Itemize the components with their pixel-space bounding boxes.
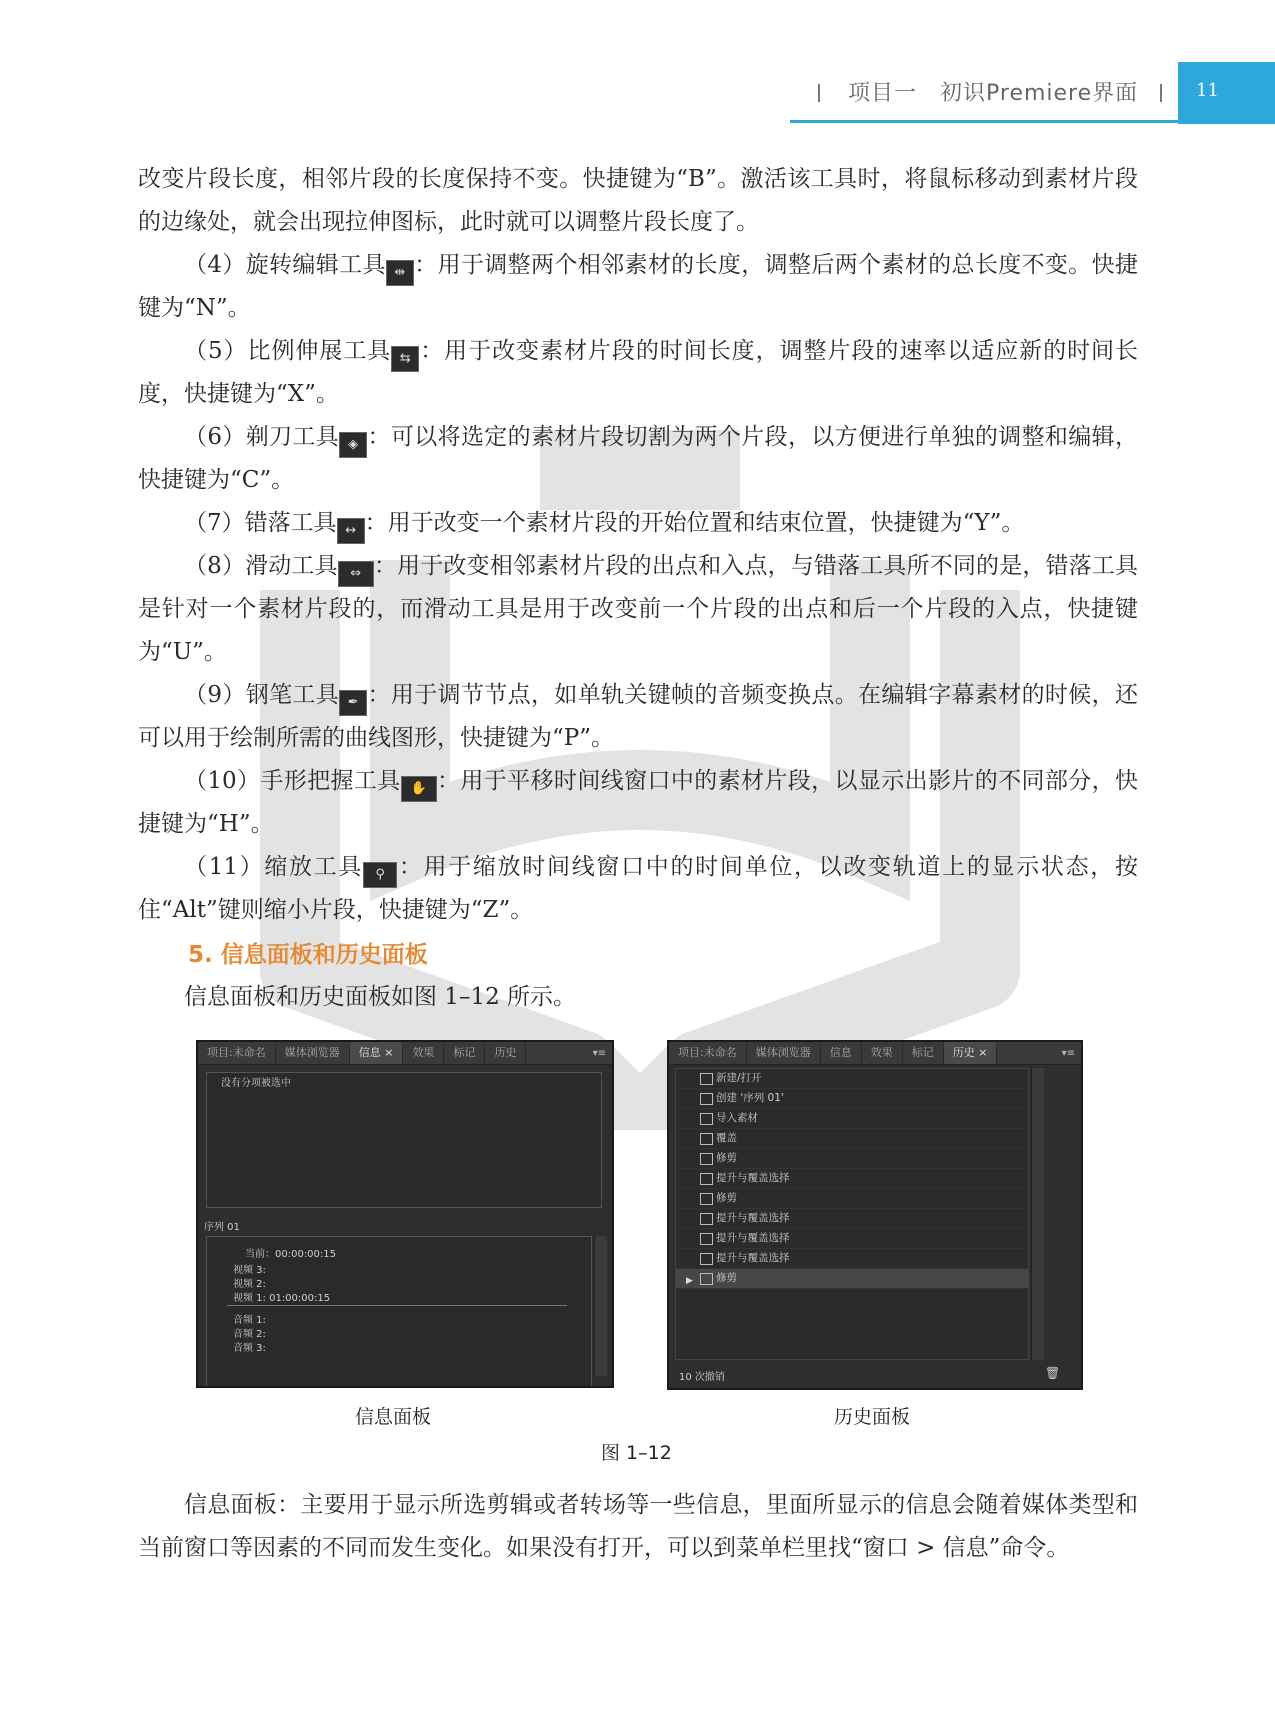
tab-effects[interactable]: 效果 [862,1042,903,1064]
audio-track-2: 音频 2: [233,1329,266,1340]
undo-count: 10 次撤销 [679,1372,725,1383]
sequence-name: 序列 01 [204,1222,240,1233]
paragraph-lead: （11）缩放工具 [184,854,364,880]
history-item-label: 修剪 [716,1192,737,1204]
panel-menu-icon[interactable]: ▾≡ [592,1047,606,1059]
paragraph-lead: （5）比例伸展工具 [184,338,392,364]
section-intro: 信息面板和历史面板如图 1–12 所示。 [184,984,577,1010]
paragraph-slide [138,545,1138,674]
history-item-label: 提升与覆盖选择 [716,1172,790,1184]
history-list [675,1068,1029,1360]
header-separator [1160,84,1162,102]
audio-track-3: 音频 3: [233,1343,266,1354]
video-track-2: 视频 2: [233,1279,266,1290]
history-item[interactable] [676,1069,1028,1089]
paragraph-lead: （9）钢笔工具 [184,682,340,708]
slide-tool-icon: ⇔ [338,561,374,587]
paragraph-rolling-edit [138,244,1138,330]
pen-tool-icon: ✒ [339,690,367,716]
audio-track-1: 音频 1: [233,1315,266,1326]
tab-project[interactable]: 项目:未命名 [669,1042,747,1064]
paragraph-lead: （6）剃刀工具 [184,424,340,450]
document-icon [700,1253,713,1265]
paragraph-lead: （10）手形把握工具 [184,768,401,794]
history-panel [667,1040,1083,1390]
page-number: 11 [1196,80,1219,101]
tab-project[interactable]: 项目:未命名 [198,1042,276,1064]
current-time: 当前：00:00:00:15 [245,1249,337,1260]
history-item[interactable] [676,1109,1028,1129]
history-item[interactable] [676,1169,1028,1189]
sequence-info-box [206,1236,592,1388]
body-text-bottom [138,1484,1138,1570]
paragraph-body: ：用于调整两个相邻素材的长度，调整后两个素材的总长度不变。快捷键为“N”。 [138,252,1139,321]
history-item-label: 覆盖 [716,1132,737,1144]
slip-tool-icon: ↔ [337,518,365,544]
document-icon [700,1173,713,1185]
zoom-tool-icon: ⚲ [363,862,397,888]
no-selection-text: 没有分项被选中 [221,1078,291,1089]
paragraph-lead: （8）滑动工具 [184,553,338,579]
trim-icon [700,1153,713,1165]
info-panel-tabs [198,1042,612,1065]
trash-icon[interactable]: 🗑 [1045,1366,1061,1380]
header-separator [818,84,820,102]
body-text [138,158,1138,1019]
history-item-label: 提升与覆盖选择 [716,1252,790,1264]
history-item-label: 修剪 [716,1152,737,1164]
paragraph-rate-stretch [138,330,1138,416]
history-item[interactable] [676,1229,1028,1249]
paragraph-body: ：用于调节节点，如单轨关键帧的音频变换点。在编辑字幕素材的时候，还可以用于绘制所需的曲线图形，快捷键为“P”。 [138,682,1139,751]
history-item-label: 新建/打开 [716,1072,762,1084]
tab-history[interactable]: 历史 × [944,1042,998,1064]
page-number-box [1178,62,1275,124]
document-icon [700,1133,713,1145]
paragraph-razor [138,416,1138,502]
history-item[interactable] [676,1189,1028,1209]
history-item[interactable] [676,1089,1028,1109]
trim-icon [700,1193,713,1205]
tab-history[interactable]: 历史 [485,1042,526,1064]
scrollbar[interactable] [594,1236,607,1376]
paragraph-slip [138,502,1138,545]
info-panel-caption: 信息面板 [355,1406,432,1428]
paragraph-body: ：用于改变相邻素材片段的出点和入点，与错落工具所不同的是，错落工具是针对一个素材片段的，而滑动工具是用于改变前一个片段的出点和后一个片段的入点，快捷键为“U”。 [138,553,1138,665]
paragraph: 改变片段长度，相邻片段的长度保持不变。快捷键为“B”。激活该工具时，将鼠标移动到素材片段的边缘处，就会出现拉伸图标，此时就可以调整片段长度了。 [138,166,1138,235]
paragraph-hand [138,760,1138,846]
paragraph-lead: （4）旋转编辑工具 [184,252,386,278]
page-header [0,62,1275,122]
history-item-label: 导入素材 [716,1112,758,1124]
document-icon [700,1213,713,1225]
paragraph-zoom [138,846,1138,932]
history-item[interactable] [676,1129,1028,1149]
track-divider [227,1305,567,1306]
paragraph-body: ：用于改变一个素材片段的开始位置和结束位置，快捷键为“Y”。 [364,510,1025,536]
history-item[interactable] [676,1209,1028,1229]
sequence-icon [700,1093,713,1105]
razor-tool-icon: ◈ [339,432,367,458]
hand-tool-icon: ✋ [401,776,437,802]
history-item-label: 提升与覆盖选择 [716,1212,790,1224]
tab-info[interactable]: 信息 [821,1042,862,1064]
document-icon [700,1233,713,1245]
tab-effects[interactable]: 效果 [403,1042,444,1064]
figure-label: 图 1–12 [601,1442,672,1464]
import-icon [700,1113,713,1125]
paragraph-pen [138,674,1138,760]
scrollbar[interactable] [1031,1068,1044,1360]
history-item[interactable] [676,1249,1028,1269]
rolling-edit-tool-icon: ⇹ [386,260,414,286]
tab-markers[interactable]: 标记 [444,1042,485,1064]
selection-info-box [206,1072,602,1208]
paragraph-body: ：用于改变素材片段的时间长度，调整片段的速率以适应新的时间长度，快捷键为“X”。 [138,338,1139,407]
history-item-label: 创建 '序列 01' [716,1092,784,1104]
chapter-title: 项目一 初识Premiere界面 [848,81,1139,106]
history-panel-caption: 历史面板 [834,1406,911,1428]
video-track-1: 视频 1: 01:00:00:15 [233,1293,331,1304]
history-item-label: 修剪 [716,1272,737,1284]
paragraph-info-panel: 信息面板：主要用于显示所选剪辑或者转场等一些信息，里面所显示的信息会随着媒体类型和当前窗口等因素的不同而发生变化。如果没有打开，可以到菜单栏里找“窗口 > 信息”命令。 [138,1492,1138,1561]
panel-menu-icon[interactable]: ▾≡ [1061,1047,1075,1059]
section-heading: 5. 信息面板和历史面板 [188,942,428,968]
trim-icon [700,1273,713,1285]
history-item-current[interactable] [676,1269,1028,1289]
paragraph-body: ：可以将选定的素材片段切割为两个片段，以方便进行单独的调整和编辑，快捷键为“C”。 [138,424,1139,493]
info-panel [196,1040,614,1388]
video-track-3: 视频 3: [233,1265,266,1276]
paragraph-body: ：用于平移时间线窗口中的素材片段，以显示出影片的不同部分，快捷键为“H”。 [138,768,1138,837]
rate-stretch-tool-icon: ⇆ [391,346,419,372]
tab-media-browser[interactable]: 媒体浏览器 [747,1042,821,1064]
tab-media-browser[interactable]: 媒体浏览器 [276,1042,350,1064]
history-item[interactable] [676,1149,1028,1169]
paragraph-lead: （7）错落工具 [184,510,337,536]
history-panel-tabs [669,1042,1081,1065]
document-icon [700,1073,713,1085]
tab-info[interactable]: 信息 × [350,1042,404,1064]
paragraph-body: ：用于缩放时间线窗口中的时间单位，以改变轨道上的显示状态，按住“Alt”键则缩小片段，快捷键为“Z”。 [138,854,1138,923]
tab-markers[interactable]: 标记 [903,1042,944,1064]
play-marker-icon: ▶ [686,1276,693,1286]
history-item-label: 提升与覆盖选择 [716,1232,790,1244]
